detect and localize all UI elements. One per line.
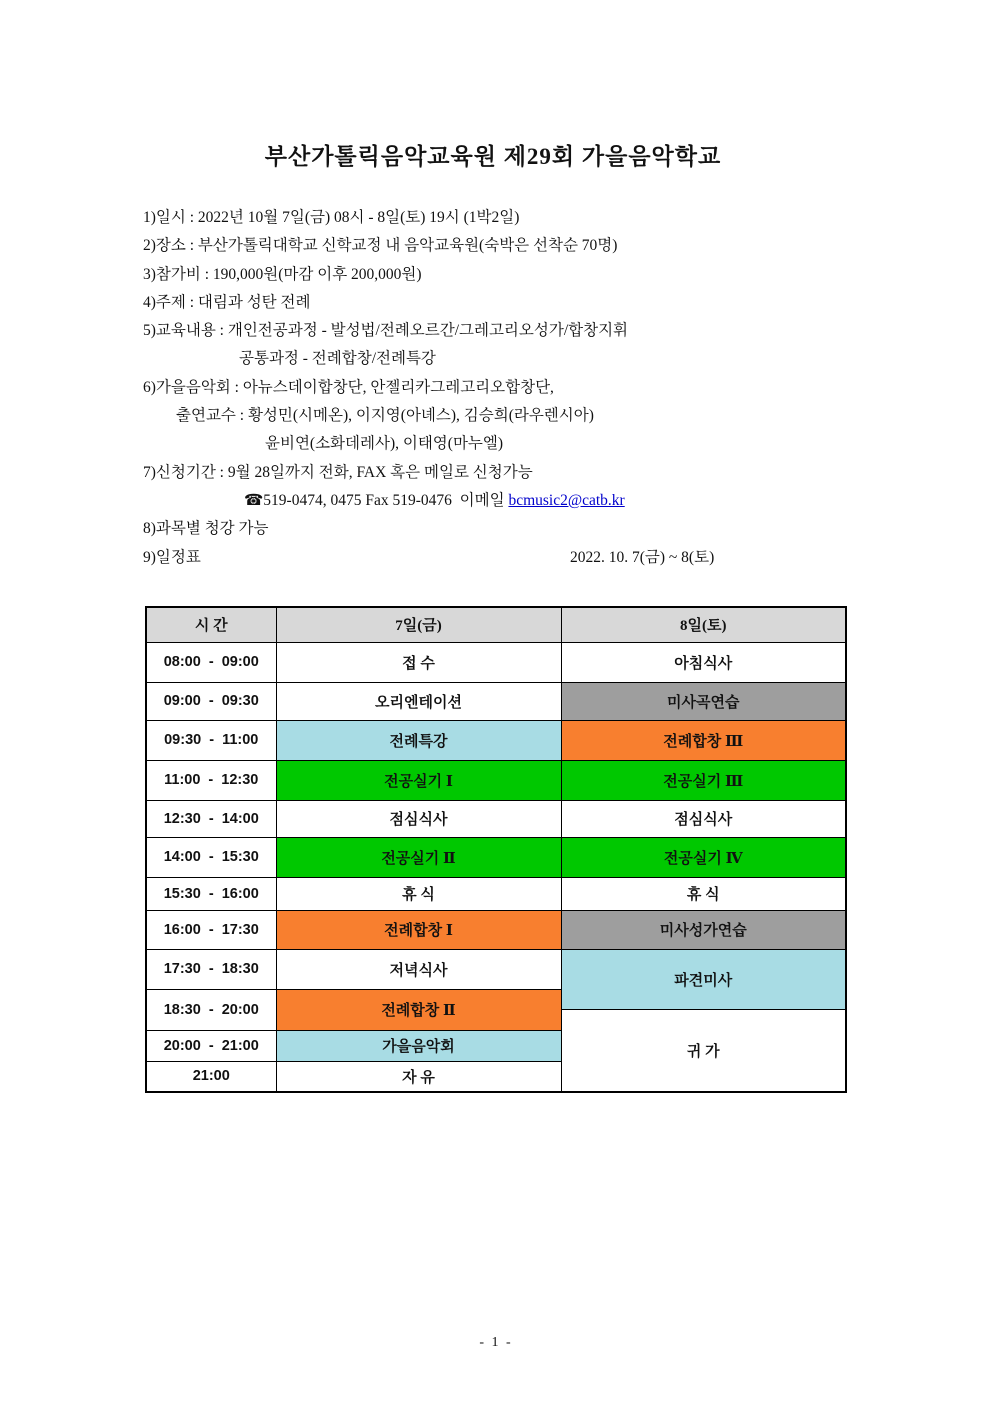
friday-cell: 저녁식사 <box>276 949 561 989</box>
schedule-label: 9)일정표 <box>143 548 201 566</box>
friday-cell: 오리엔테이션 <box>276 682 561 720</box>
table-row <box>146 800 846 837</box>
page-title: 부산가톨릭음악교육원 제29회 가을음악학교 <box>264 144 722 169</box>
contact-line <box>143 487 992 515</box>
time-cell: 18:30 - 20:00 <box>146 989 276 1030</box>
info-line-datetime: 1)일시 : 2022년 10월 7일(금) 08시 - 8일(토) 19시 (1박2일) <box>143 209 520 226</box>
saturday-merged-cell <box>561 949 846 1092</box>
email-link[interactable]: bcmusic2@catb.kr <box>508 491 625 509</box>
time-cell: 16:00 - 17:30 <box>146 910 276 949</box>
time-cell: 08:00 - 09:00 <box>146 642 276 682</box>
table-row <box>146 837 846 877</box>
friday-cell: 점심식사 <box>276 800 561 837</box>
info-line-audit: 8)과목별 청강 가능 <box>143 520 269 538</box>
info-line-place: 2)장소 : 부산가톨릭대학교 신학교정 내 음악교육원(숙박은 선착순 70명) <box>143 237 618 255</box>
table-row <box>146 720 846 760</box>
info-line-concert: 6)가을음악회 : 아뉴스데이합창단, 안젤리카그레고리오합창단, <box>143 378 554 396</box>
col-header-saturday: 8일(토) <box>561 607 846 643</box>
saturday-cell: 전례합창 Ⅲ <box>561 720 846 760</box>
info-line-performers-1: 출연교수 : 황성민(시메온), 이지영(아녜스), 김승희(라우렌시아) <box>176 407 594 425</box>
friday-cell: 휴 식 <box>276 877 561 910</box>
saturday-cell: 전공실기 Ⅳ <box>561 837 846 877</box>
info-line-fee: 3)참가비 : 190,000원(마감 이후 200,000원) <box>143 265 422 283</box>
friday-cell: 전례특강 <box>276 720 561 760</box>
saturday-cell: 아침식사 <box>561 642 846 682</box>
info-line-curriculum: 5)교육내용 : 개인전공과정 - 발성법/전례오르간/그레고리오성가/합창지휘 <box>143 322 629 340</box>
info-section <box>143 204 992 572</box>
time-cell: 09:00 - 09:30 <box>146 682 276 720</box>
saturday-cell: 미사곡연습 <box>561 682 846 720</box>
time-cell: 09:30 - 11:00 <box>146 720 276 760</box>
friday-cell: 전공실기 Ⅰ <box>276 760 561 800</box>
friday-cell: 접 수 <box>276 642 561 682</box>
saturday-cell: 미사성가연습 <box>561 910 846 949</box>
table-row <box>146 910 846 949</box>
info-line-application: 7)신청기간 : 9월 28일까지 전화, FAX 혹은 메일로 신청가능 <box>143 463 533 481</box>
col-header-time: 시 간 <box>146 607 276 643</box>
dispatch-mass-cell: 파견미사 <box>562 950 846 1010</box>
info-line-common-course: 공통과정 - 전례합창/전례특강 <box>239 350 436 368</box>
info-line-theme: 4)주제 : 대림과 성탄 전례 <box>143 293 311 311</box>
time-cell: 21:00 <box>146 1061 276 1092</box>
saturday-cell: 점심식사 <box>561 800 846 837</box>
table-row <box>146 682 846 720</box>
table-row <box>146 949 846 989</box>
friday-cell: 전례합창 Ⅰ <box>276 910 561 949</box>
friday-cell: 전공실기 Ⅱ <box>276 837 561 877</box>
time-cell: 17:30 - 18:30 <box>146 949 276 989</box>
friday-cell: 전례합창 Ⅱ <box>276 989 561 1030</box>
table-row <box>146 877 846 910</box>
schedule-table <box>145 606 847 1093</box>
saturday-cell: 전공실기 Ⅲ <box>561 760 846 800</box>
friday-cell: 자 유 <box>276 1061 561 1092</box>
saturday-merged-wrap <box>562 950 846 1091</box>
time-cell: 12:30 - 14:00 <box>146 800 276 837</box>
table-header-row <box>146 607 846 643</box>
table-row <box>146 760 846 800</box>
schedule-date-range: 2022. 10. 7(금) ~ 8(토) <box>570 548 715 566</box>
table-row <box>146 642 846 682</box>
schedule-label-line <box>143 544 903 572</box>
time-cell: 20:00 - 21:00 <box>146 1030 276 1061</box>
time-cell: 11:00 - 12:30 <box>146 760 276 800</box>
phone-fax-text: ☎519-0474, 0475 Fax 519-0476 이메일 <box>244 491 509 509</box>
page-number: - 1 - <box>479 1335 513 1350</box>
friday-cell: 가을음악회 <box>276 1030 561 1061</box>
time-cell: 14:00 - 15:30 <box>146 837 276 877</box>
info-line-performers-2: 윤비연(소화데레사), 이태영(마누엘) <box>265 435 504 453</box>
time-cell: 15:30 - 16:00 <box>146 877 276 910</box>
return-home-cell: 귀 가 <box>562 1010 846 1091</box>
saturday-cell: 휴 식 <box>561 877 846 910</box>
col-header-friday: 7일(금) <box>276 607 561 643</box>
